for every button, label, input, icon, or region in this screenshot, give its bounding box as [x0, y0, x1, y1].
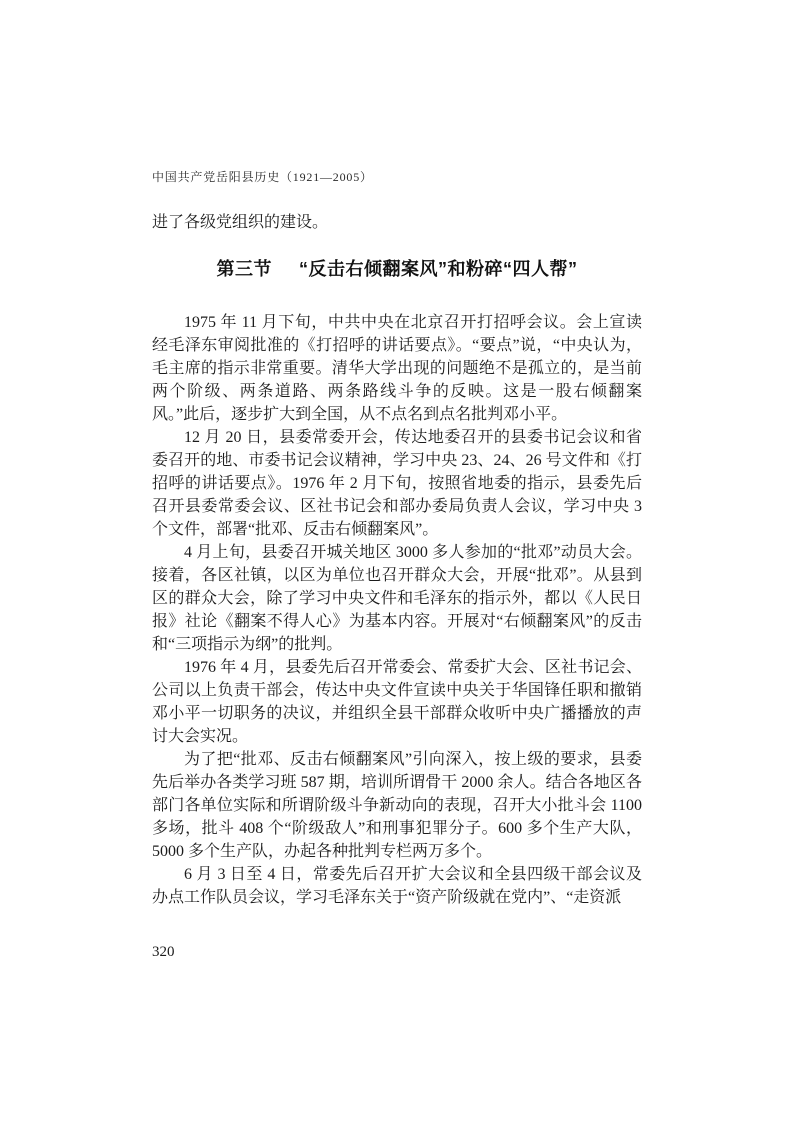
continuation-line: 进了各级党组织的建设。 [152, 214, 329, 231]
paragraph: 12 月 20 日，县委常委开会，传达地委召开的县委书记会议和省委召开的地、市委书记会议精神，学习中央 23、24、26 号文件和《打招呼的讲话要点》。1976 年 2 月下旬，按照省地委的指示，县委先后召开县委常委会议、区社书记会和部办委局负责人会议，学习中央 3 个文件，部署“批邓、反击右倾翻案风”。 [152, 429, 642, 538]
paragraph: 1975 年 11 月下旬，中共中央在北京召开打招呼会议。会上宣读经毛泽东审阅批准的《打招呼的讲话要点》。“要点”说，“中央认为，毛主席的指示非常重要。清华大学出现的问题绝不是孤立的，是当前两个阶级、两条道路、两条路线斗争的反映。这是一股右倾翻案风。”此后，逐步扩大到全国，从不点名到点名批判邓小平。 [152, 314, 642, 423]
body-text [152, 311, 642, 909]
section-heading [152, 255, 642, 281]
paragraph: 为了把“批邓、反击右倾翻案风”引向深入，按上级的要求，县委先后举办各类学习班 587 期，培训所谓骨干 2000 余人。结合各地区各部门各单位实际和所谓阶级斗争新动向的表现，召开大小批斗会 1100 多场，批斗 408 个“阶级敌人”和刑事犯罪分子。600 多个生产大队，5000 多个生产队，办起各种批判专栏两万多个。 [152, 751, 642, 860]
section-title: “反击右倾翻案风”和粉碎“四人帮” [299, 259, 578, 279]
section-number: 第三节 [216, 259, 272, 279]
running-header: 中国共产党岳阳县历史（1921—2005） [152, 170, 373, 184]
paragraph: 4 月上旬，县委召开城关地区 3000 多人参加的“批邓”动员大会。接着，各区社镇，以区为单位也召开群众大会，开展“批邓”。从县到区的群众大会，除了学习中央文件和毛泽东的指示外，都以《人民日报》社论《翻案不得人心》为基本内容。开展对“右倾翻案风”的反击和“三项指示为纲”的批判。 [152, 544, 642, 653]
page-content [152, 168, 642, 909]
paragraph: 1976 年 4 月，县委先后召开常委会、常委扩大会、区社书记会、公司以上负责干部会，传达中央文件宣读中央关于华国锋任职和撤销邓小平一切职务的决议，并组织全县干部群众收听中央广播播放的声讨大会实况。 [152, 659, 642, 745]
page-number: 320 [152, 944, 175, 960]
paragraph: 6 月 3 日至 4 日，常委先后召开扩大会议和全县四级干部会议及办点工作队员会议，学习毛泽东关于“资产阶级就在党内”、“走资派 [152, 866, 642, 906]
